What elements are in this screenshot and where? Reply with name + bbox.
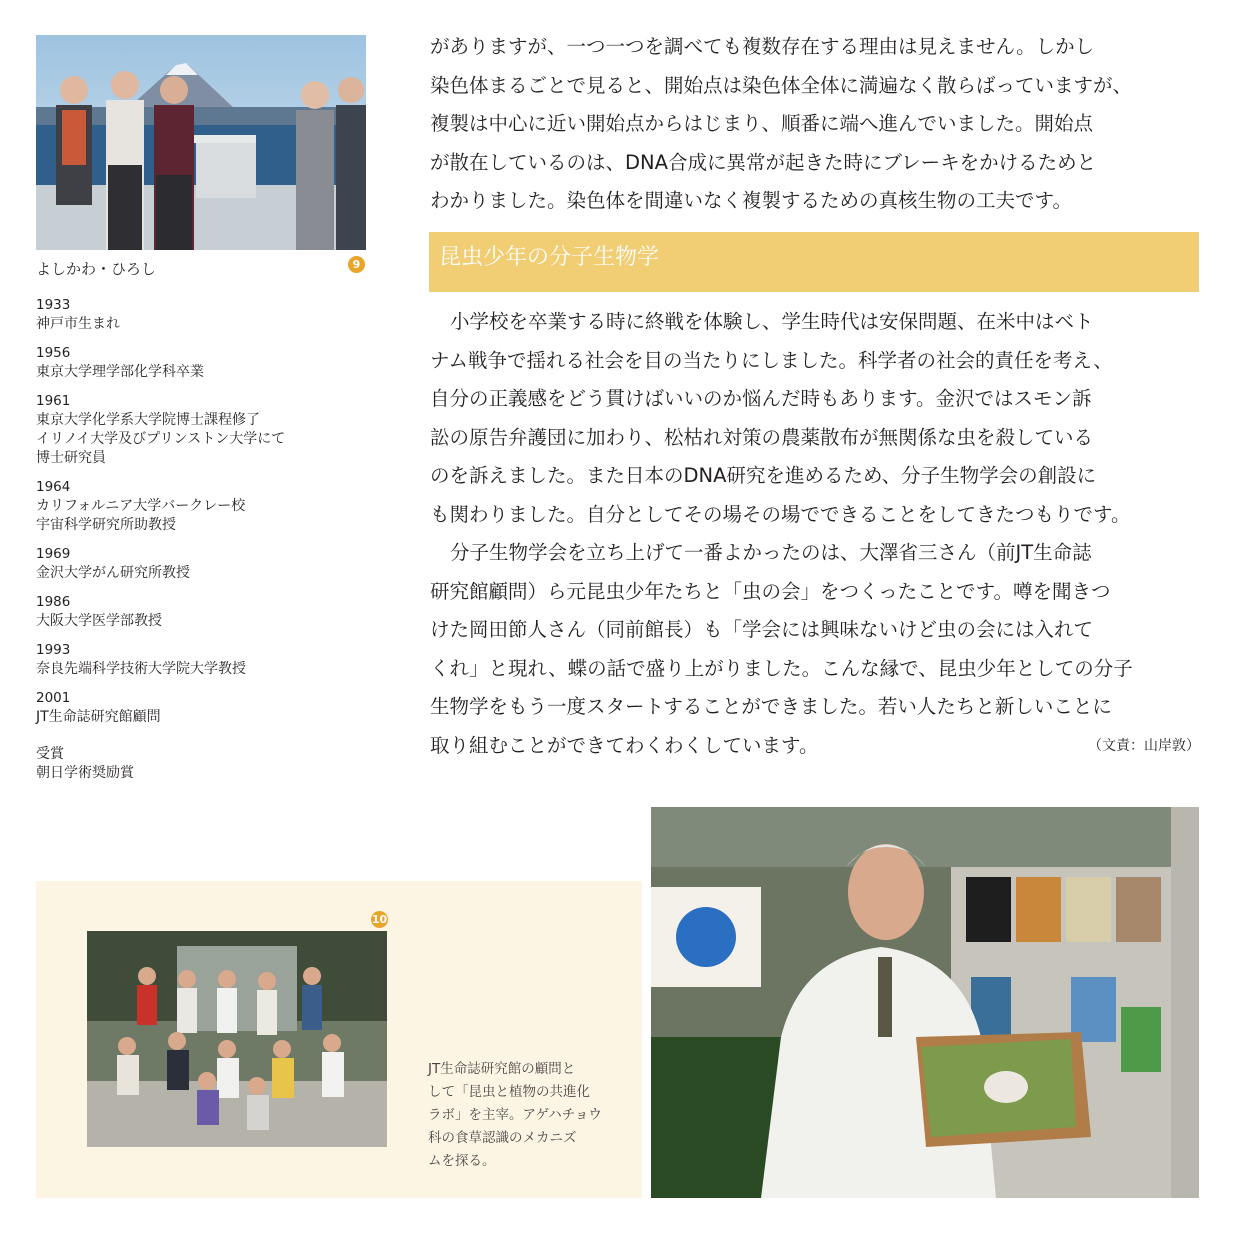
timeline-text: 東京大学理学部化学科卒業 <box>36 364 204 380</box>
text-line: ナム戦争で揺れる社会を目の当たりにしました。科学者の社会的責任を考え、 <box>430 348 1113 372</box>
caption-line: して「昆虫と植物の共進化 <box>428 1084 590 1100</box>
caption-line: ラボ」を主宰。アゲハチョウ <box>428 1107 602 1123</box>
timeline-text: JT生命誌研究館顧問 <box>36 709 161 725</box>
career-timeline <box>36 296 396 783</box>
group-photo-children <box>87 931 387 1147</box>
timeline-year: 1956 <box>36 345 71 361</box>
text-line: が散在しているのは、DNA合成に異常が起きた時にブレーキをかけるためと <box>430 150 1097 174</box>
timeline-text: 大阪大学医学部教授 <box>36 613 162 629</box>
timeline-text: 神戸市生まれ <box>36 316 120 332</box>
timeline-year: 1986 <box>36 594 71 610</box>
timeline-entry <box>36 478 396 535</box>
award-section <box>36 745 396 783</box>
text-line: がありますが、一つ一つを調べても複数存在する理由は見えません。しかし <box>430 35 1095 58</box>
timeline-year: 2001 <box>36 690 71 706</box>
timeline-text: カリフォルニア大学バークレー校 <box>36 498 246 514</box>
timeline-text: 宇宙科学研究所助教授 <box>36 517 176 533</box>
timeline-text: 博士研究員 <box>36 450 106 466</box>
section-title: 昆虫少年の分子生物学 <box>439 245 660 270</box>
timeline-text: 東京大学化学系大学院博士課程修了 <box>36 412 260 428</box>
text-line: 生物学をもう一度スタートすることができました。若い人たちと新しいことに <box>430 695 1112 718</box>
group-photo-ship-deck <box>36 35 366 250</box>
timeline-entry <box>36 545 396 583</box>
text-line: も関わりました。自分としてその場その場でできることをしてきたつもりです。 <box>430 502 1131 526</box>
photo-caption <box>428 1058 633 1173</box>
timeline-text: 金沢大学がん研究所教授 <box>36 565 190 581</box>
caption-line: JT生命誌研究館の顧問と <box>428 1061 576 1077</box>
author-credit: （文責：山岸敦） <box>1088 737 1200 754</box>
photo-number-badge: 10 <box>371 913 388 926</box>
text-line: 研究館顧問）ら元昆虫少年たちと「虫の会」をつくったことです。噂を聞きつ <box>430 579 1111 603</box>
text-line: くれ」と現れ、蝶の話で盛り上がりました。こんな縁で、昆虫少年としての分子 <box>430 656 1133 680</box>
article-paragraph-2 <box>430 303 1200 765</box>
timeline-entry <box>36 296 396 334</box>
timeline-year: 1961 <box>36 393 71 409</box>
text-line: 小学校を卒業する時に終戦を体験し、学生時代は安保問題、在米中はベト <box>450 310 1094 333</box>
portrait-photo-lab-coat <box>651 807 1199 1198</box>
profile-name: よしかわ・ひろし <box>36 260 157 278</box>
article-paragraph-1 <box>430 28 1200 221</box>
timeline-text: イリノイ大学及びプリンストン大学にて <box>36 431 286 447</box>
section-header <box>429 232 1199 292</box>
photo-number-badge: 9 <box>348 256 365 273</box>
timeline-year: 1964 <box>36 479 71 495</box>
timeline-entry <box>36 641 396 679</box>
text-line: 染色体まるごとで見ると、開始点は染色体全体に満遍なく散らばっていますが、 <box>430 73 1133 97</box>
caption-line: 科の食草認識のメカニズ <box>428 1130 577 1146</box>
timeline-year: 1933 <box>36 297 71 313</box>
timeline-year: 1993 <box>36 642 71 658</box>
award-heading: 受賞 <box>36 746 64 762</box>
timeline-entry <box>36 593 396 631</box>
text-line: 取り組むことができてわくわくしています。 <box>430 733 819 757</box>
text-line: 複製は中心に近い開始点からはじまり、順番に端へ進んでいました。開始点 <box>430 112 1094 135</box>
text-line: 分子生物学会を立ち上げて一番よかったのは、大澤省三さん（前JT生命誌 <box>450 541 1092 564</box>
text-line: のを訴えました。また日本のDNA研究を進めるため、分子生物学会の創設に <box>430 464 1097 487</box>
timeline-entry <box>36 689 396 727</box>
text-line: わかりました。染色体を間違いなく複製するための真核生物の工夫です。 <box>430 189 1072 212</box>
text-line: 訟の原告弁護団に加わり、松枯れ対策の農薬散布が無関係な虫を殺している <box>430 425 1094 449</box>
award-name: 朝日学術奨励賞 <box>36 765 134 781</box>
text-line: けた岡田節人さん（同前館長）も「学会には興味ないけど虫の会には入れて <box>430 618 1094 641</box>
timeline-text: 奈良先端科学技術大学院大学教授 <box>36 661 246 677</box>
timeline-entry <box>36 392 396 468</box>
text-line: 自分の正義感をどう貫けばいいのか悩んだ時もあります。金沢ではスモン訴 <box>430 387 1092 410</box>
timeline-year: 1969 <box>36 546 71 562</box>
timeline-entry <box>36 344 396 382</box>
caption-line: ムを探る。 <box>428 1153 496 1169</box>
